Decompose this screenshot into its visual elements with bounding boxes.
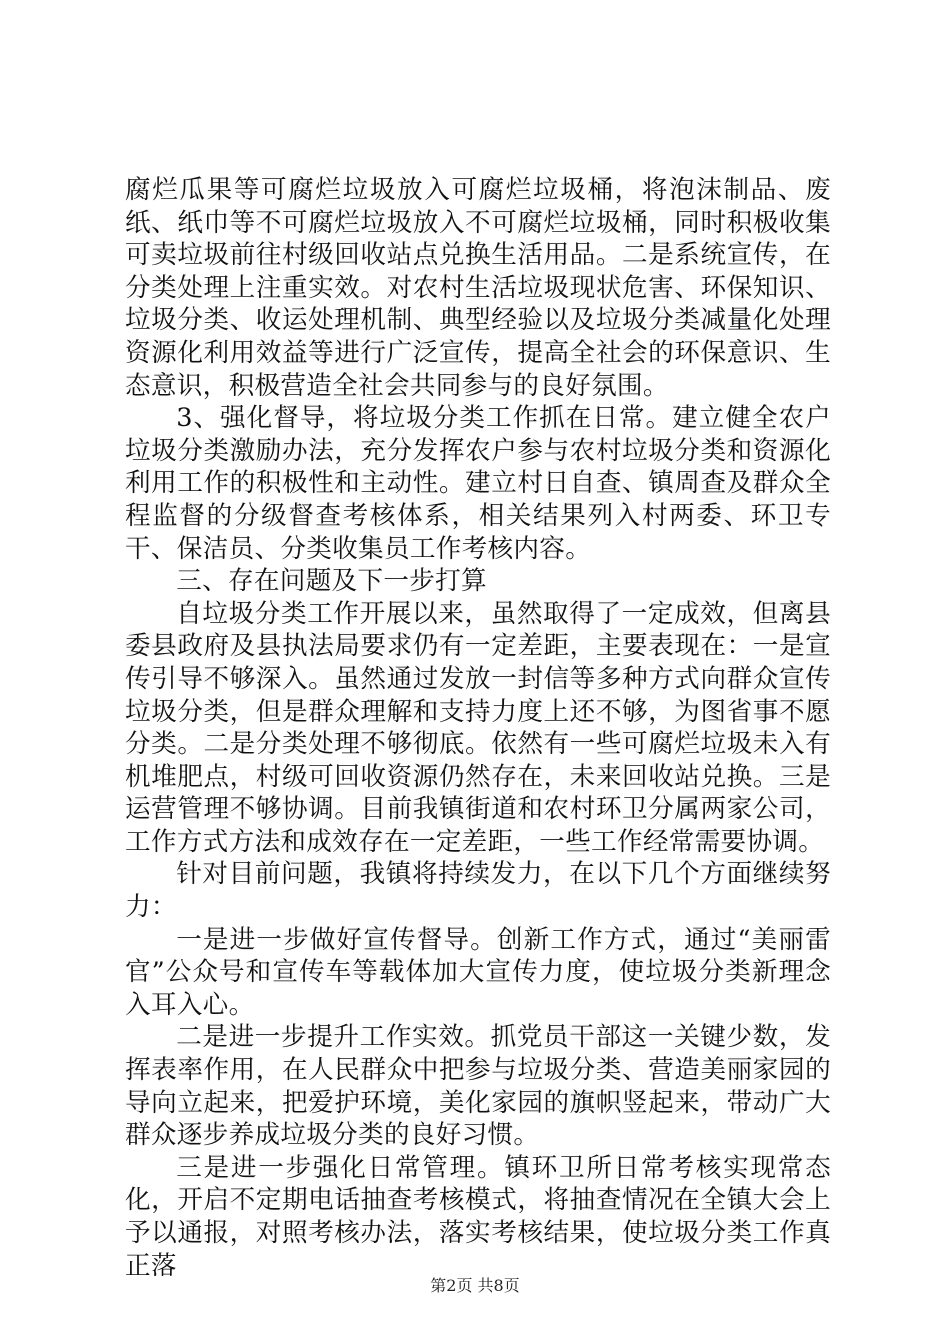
paragraph-problems: 自垃圾分类工作开展以来，虽然取得了一定成效，但离县委县政府及县执法局要求仍有一定差距，主要表现在：一是宣传引导不够深入。虽然通过发放一封信等多种方式向群众宣传垃圾分类，但是群众理解和支持力度上还不够，为图省事不愿分类。二是分类处理不够彻底。依然有一些可腐烂垃圾未入有机堆肥点，村级可回收资源仍然存在，未来回收站兑换。三是运营管理不够协调。目前我镇街道和农村环卫分属两家公司，工作方式方法和成效存在一定差距，一些工作经常需要协调。 — [125, 598, 831, 857]
paragraph-plan-2: 二是进一步提升工作实效。抓党员干部这一关键少数，发挥表率作用，在人民群众中把参与垃圾分类、营造美丽家园的导向立起来，把爱护环境，美化家园的旗帜竖起来，带动广大群众逐步养成垃圾分类的良好习惯。 — [125, 1022, 831, 1151]
paragraph-plan-3: 三是进一步强化日常管理。镇环卫所日常考核实现常态化，开启不定期电话抽查考核模式，将抽查情况在全镇大会上予以通报，对照考核办法，落实考核结果，使垃圾分类工作真正落 — [125, 1152, 831, 1281]
paragraph-plan-1: 一是进一步做好宣传督导。创新工作方式，通过“美丽雷官”公众号和宣传车等载体加大宣传力度，使垃圾分类新理念入耳入心。 — [125, 924, 831, 1020]
document-body — [125, 174, 831, 1282]
page-number-footer: 第2页 共8页 — [430, 1276, 520, 1295]
paragraph-item-3: 3、强化督导，将垃圾分类工作抓在日常。建立健全农户垃圾分类激励办法，充分发挥农户参与农村垃圾分类和资源化利用工作的积极性和主动性。建立村日自查、镇周查及群众全程监督的分级督查考核体系，相关结果列入村两委、环卫专干、保洁员、分类收集员工作考核内容。 — [125, 403, 831, 564]
paragraph-continuation: 腐烂瓜果等可腐烂垃圾放入可腐烂垃圾桶，将泡沫制品、废纸、纸巾等不可腐烂垃圾放入不可腐烂垃圾桶，同时积极收集可卖垃圾前往村级回收站点兑换生活用品。二是系统宣传，在分类处理上注重实效。对农村生活垃圾现状危害、环保知识、垃圾分类、收运处理机制、典型经验以及垃圾分类减量化处理资源化利用效益等进行广泛宣传，提高全社会的环保意识、生态意识，积极营造全社会共同参与的良好氛围。 — [125, 175, 831, 401]
section-heading: 三、存在问题及下一步打算 — [176, 566, 487, 597]
paragraph-plan-intro: 针对目前问题，我镇将持续发力，在以下几个方面继续努力： — [125, 859, 831, 923]
